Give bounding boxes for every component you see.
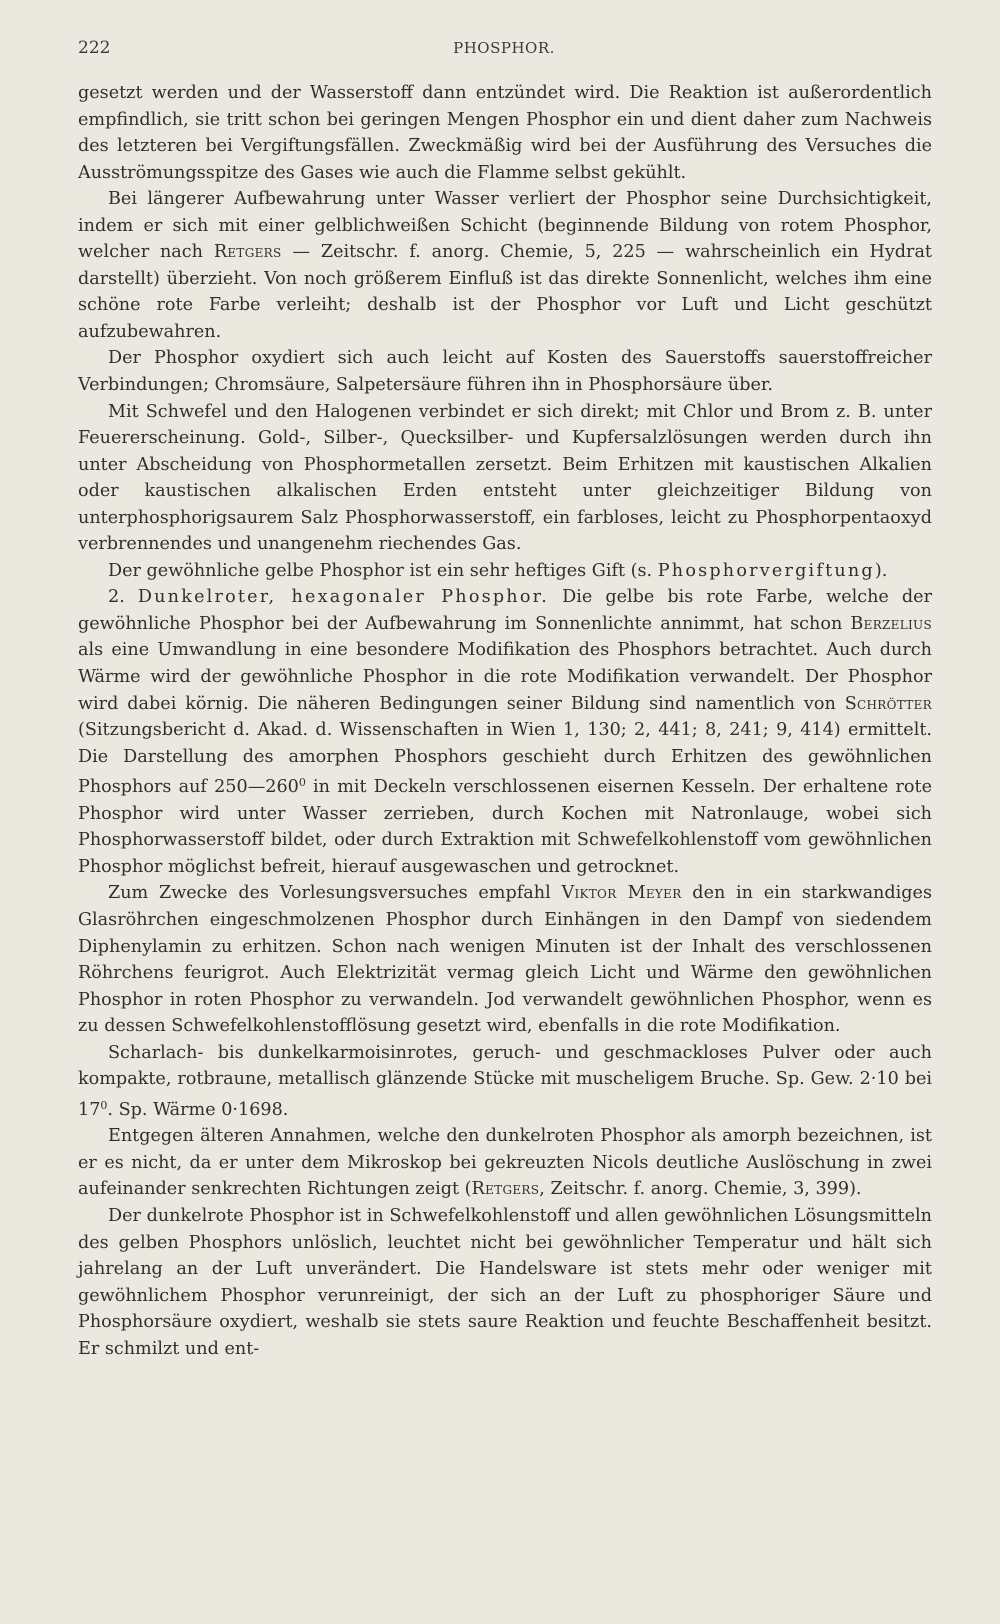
paragraph-text: in mit Deckeln verschlossenen eisernen Kesseln. Der erhaltene rote Phosphor wird unter Wasser zerrieben, durch Kochen mit Natronlauge, wobei sich Phosphorwasserstoff bildet, oder durch Extraktion mit Schwefelkohlenstoff vom gewöhnlichen Phosphor möglichst befreit, hierauf ausgewaschen und getrocknet. [78, 777, 932, 877]
author-name: Berzelius [850, 613, 932, 634]
running-title: PHOSPHOR. [453, 39, 555, 57]
paragraph-text: Der Phosphor oxydiert sich auch leicht auf Kosten des Sauerstoffs sauerstoffreicher Verbindungen; Chromsäure, Salpetersäure führen ihn in Phosphorsäure über. [78, 348, 932, 396]
author-name: Viktor Meyer [561, 883, 682, 904]
section-number: 2. [108, 587, 138, 608]
paragraph-text: Mit Schwefel und den Halogenen verbindet er sich direkt; mit Chlor und Brom z. B. unter Feuererscheinung. Gold-, Silber-, Quecksilber- und Kupfersalzlösungen werden durch ihn unter Abscheidung von Phosphormetallen zersetzt. Beim Erhitzen mit kaustischen Alkalien oder kaustischen alkalischen Erden entsteht unter gleichzeitiger Bildung von unterphosphorigsaurem Salz Phosphorwasserstoff, ein farbloses, leicht zu Phosphorpentaoxyd verbrennendes und unangenehm riechendes Gas. [78, 401, 932, 555]
paragraph-text: Bei längerer Aufbewahrung unter Wasser verliert der Phosphor seine Durchsichtigkeit, indem er sich mit einer gelblichweißen Schicht (beginnende Bildung von rotem Phosphor, welcher nach [78, 189, 932, 263]
paragraph-9 [78, 1123, 932, 1203]
paragraph-5 [78, 558, 932, 585]
paragraph-text: gesetzt werden und der Wasserstoff dann entzündet wird. Die Reaktion ist außerordentlich empfindlich, sie tritt schon bei geringen Mengen Phosphor ein und dient daher zum Nachweis des letzteren bei Vergiftungsfällen. Zweckmäßig wird bei der Ausführung des Versuches die Ausströmungsspitze des Gases wie auch die Flamme selbst gekühlt. [78, 83, 932, 183]
paragraph-3 [78, 345, 932, 398]
spaced-term: Phosphorvergiftung [657, 560, 875, 581]
paragraph-8 [78, 1040, 932, 1124]
paragraph-7 [78, 880, 932, 1039]
paragraph-text: Scharlach- bis dunkelkarmoisinrotes, geruch- und geschmackloses Pulver oder auch kompakte, rotbraune, metallisch glänzende Stücke mit muscheligem Bruche. Sp. Gew. 2·10 bei 17 [78, 1042, 932, 1120]
paragraph-text: Die gelbe bis rote Farbe, welche der gewöhnliche Phosphor bei der Aufbewahrung im Sonnenlichte annimmt, hat schon [78, 587, 932, 634]
paragraph-10 [78, 1203, 932, 1362]
paragraph-4 [78, 399, 932, 558]
paragraph-text: als eine Umwandlung in eine besondere Modifikation des Phosphors betrachtet. Auch durch Wärme wird der gewöhnliche Phosphor in die rote Modifikation verwandelt. Der Phosphor wird dabei körnig. Die näheren Bedingungen seiner Bildung sind namentlich von [78, 640, 932, 714]
degree-sign: 0 [100, 1098, 108, 1112]
page-number: 222 [78, 38, 111, 58]
paragraph-text: den in ein starkwandiges Glasröhrchen eingeschmolzenen Phosphor durch Einhängen in den Dampf von siedendem Diphenylamin zu erhitzen. Schon nach wenigen Minuten ist der Inhalt des verschlossenen Röhrchens feurigrot. Auch Elektrizität vermag gleich Licht und Wärme den gewöhnlichen Phosphor in roten Phosphor zu verwandeln. Jod verwandelt gewöhnlichen Phosphor, wenn es zu dessen Schwefelkohlenstofflösung gesetzt wird, ebenfalls in die rote Modifikation. [78, 883, 932, 1037]
paragraph-text: Der gewöhnliche gelbe Phosphor ist ein sehr heftiges Gift (s. [108, 560, 658, 581]
section-heading: Dunkelroter, hexagonaler Phosphor. [137, 587, 550, 608]
paragraph-text: Zum Zwecke des Vorlesungsversuches empfahl [108, 883, 562, 904]
author-name: Retgers [213, 242, 282, 263]
author-name: Schrötter [844, 693, 932, 714]
paragraph-text: — Zeitschr. f. anorg. Chemie, 5, 225 — wahrscheinlich ein Hydrat darstellt) überzieht. Von noch größerem Einfluß ist das direkte Sonnenlicht, welches ihm eine schöne rote Farbe verleiht; deshalb ist der Phosphor vor Luft und Licht geschützt aufzubewahren. [78, 242, 933, 342]
paragraph-2 [78, 186, 932, 345]
paragraph-text: Entgegen älteren Annahmen, welche den dunkelroten Phosphor als amorph bezeichnen, ist er es nicht, da er unter dem Mikroskop bei gekreuzten Nicols deutliche Auslöschung in zwei aufeinander senkrechten Richtungen zeigt ( [78, 1126, 932, 1200]
author-name: Retgers [471, 1179, 540, 1200]
page-header [78, 38, 930, 68]
paragraph-text: . Sp. Wärme 0·1698. [107, 1099, 289, 1120]
paragraph-text: Der dunkelrote Phosphor ist in Schwefelkohlenstoff und allen gewöhnlichen Lösungsmitteln des gelben Phosphors unlöslich, leuchtet nicht bei gewöhnlicher Temperatur und hält sich jahrelang an der Luft unverändert. Die Handelsware ist stets mehr oder weniger mit gewöhnlichem Phosphor verunreinigt, der sich an der Luft zu phosphoriger Säure und Phosphorsäure oxydiert, weshalb sie stets saure Reaktion und feuchte Beschaffenheit besitzt. Er schmilzt und ent- [78, 1205, 932, 1359]
body-text [78, 80, 932, 1362]
paragraph-6 [78, 584, 932, 880]
paragraph-text: ). [874, 560, 888, 581]
paragraph-1 [78, 80, 932, 186]
paragraph-text: (Sitzungsbericht d. Akad. d. Wissenschaften in Wien 1, 130; 2, 441; 8, 241; 9, 414) ermittelt. Die Darstellung des amorphen Phosphors geschieht durch Erhitzen des gewöhnlichen Phosphors auf 250—260 [78, 720, 932, 798]
degree-sign: 0 [298, 776, 306, 790]
paragraph-text: , Zeitschr. f. anorg. Chemie, 3, 399). [539, 1179, 862, 1200]
